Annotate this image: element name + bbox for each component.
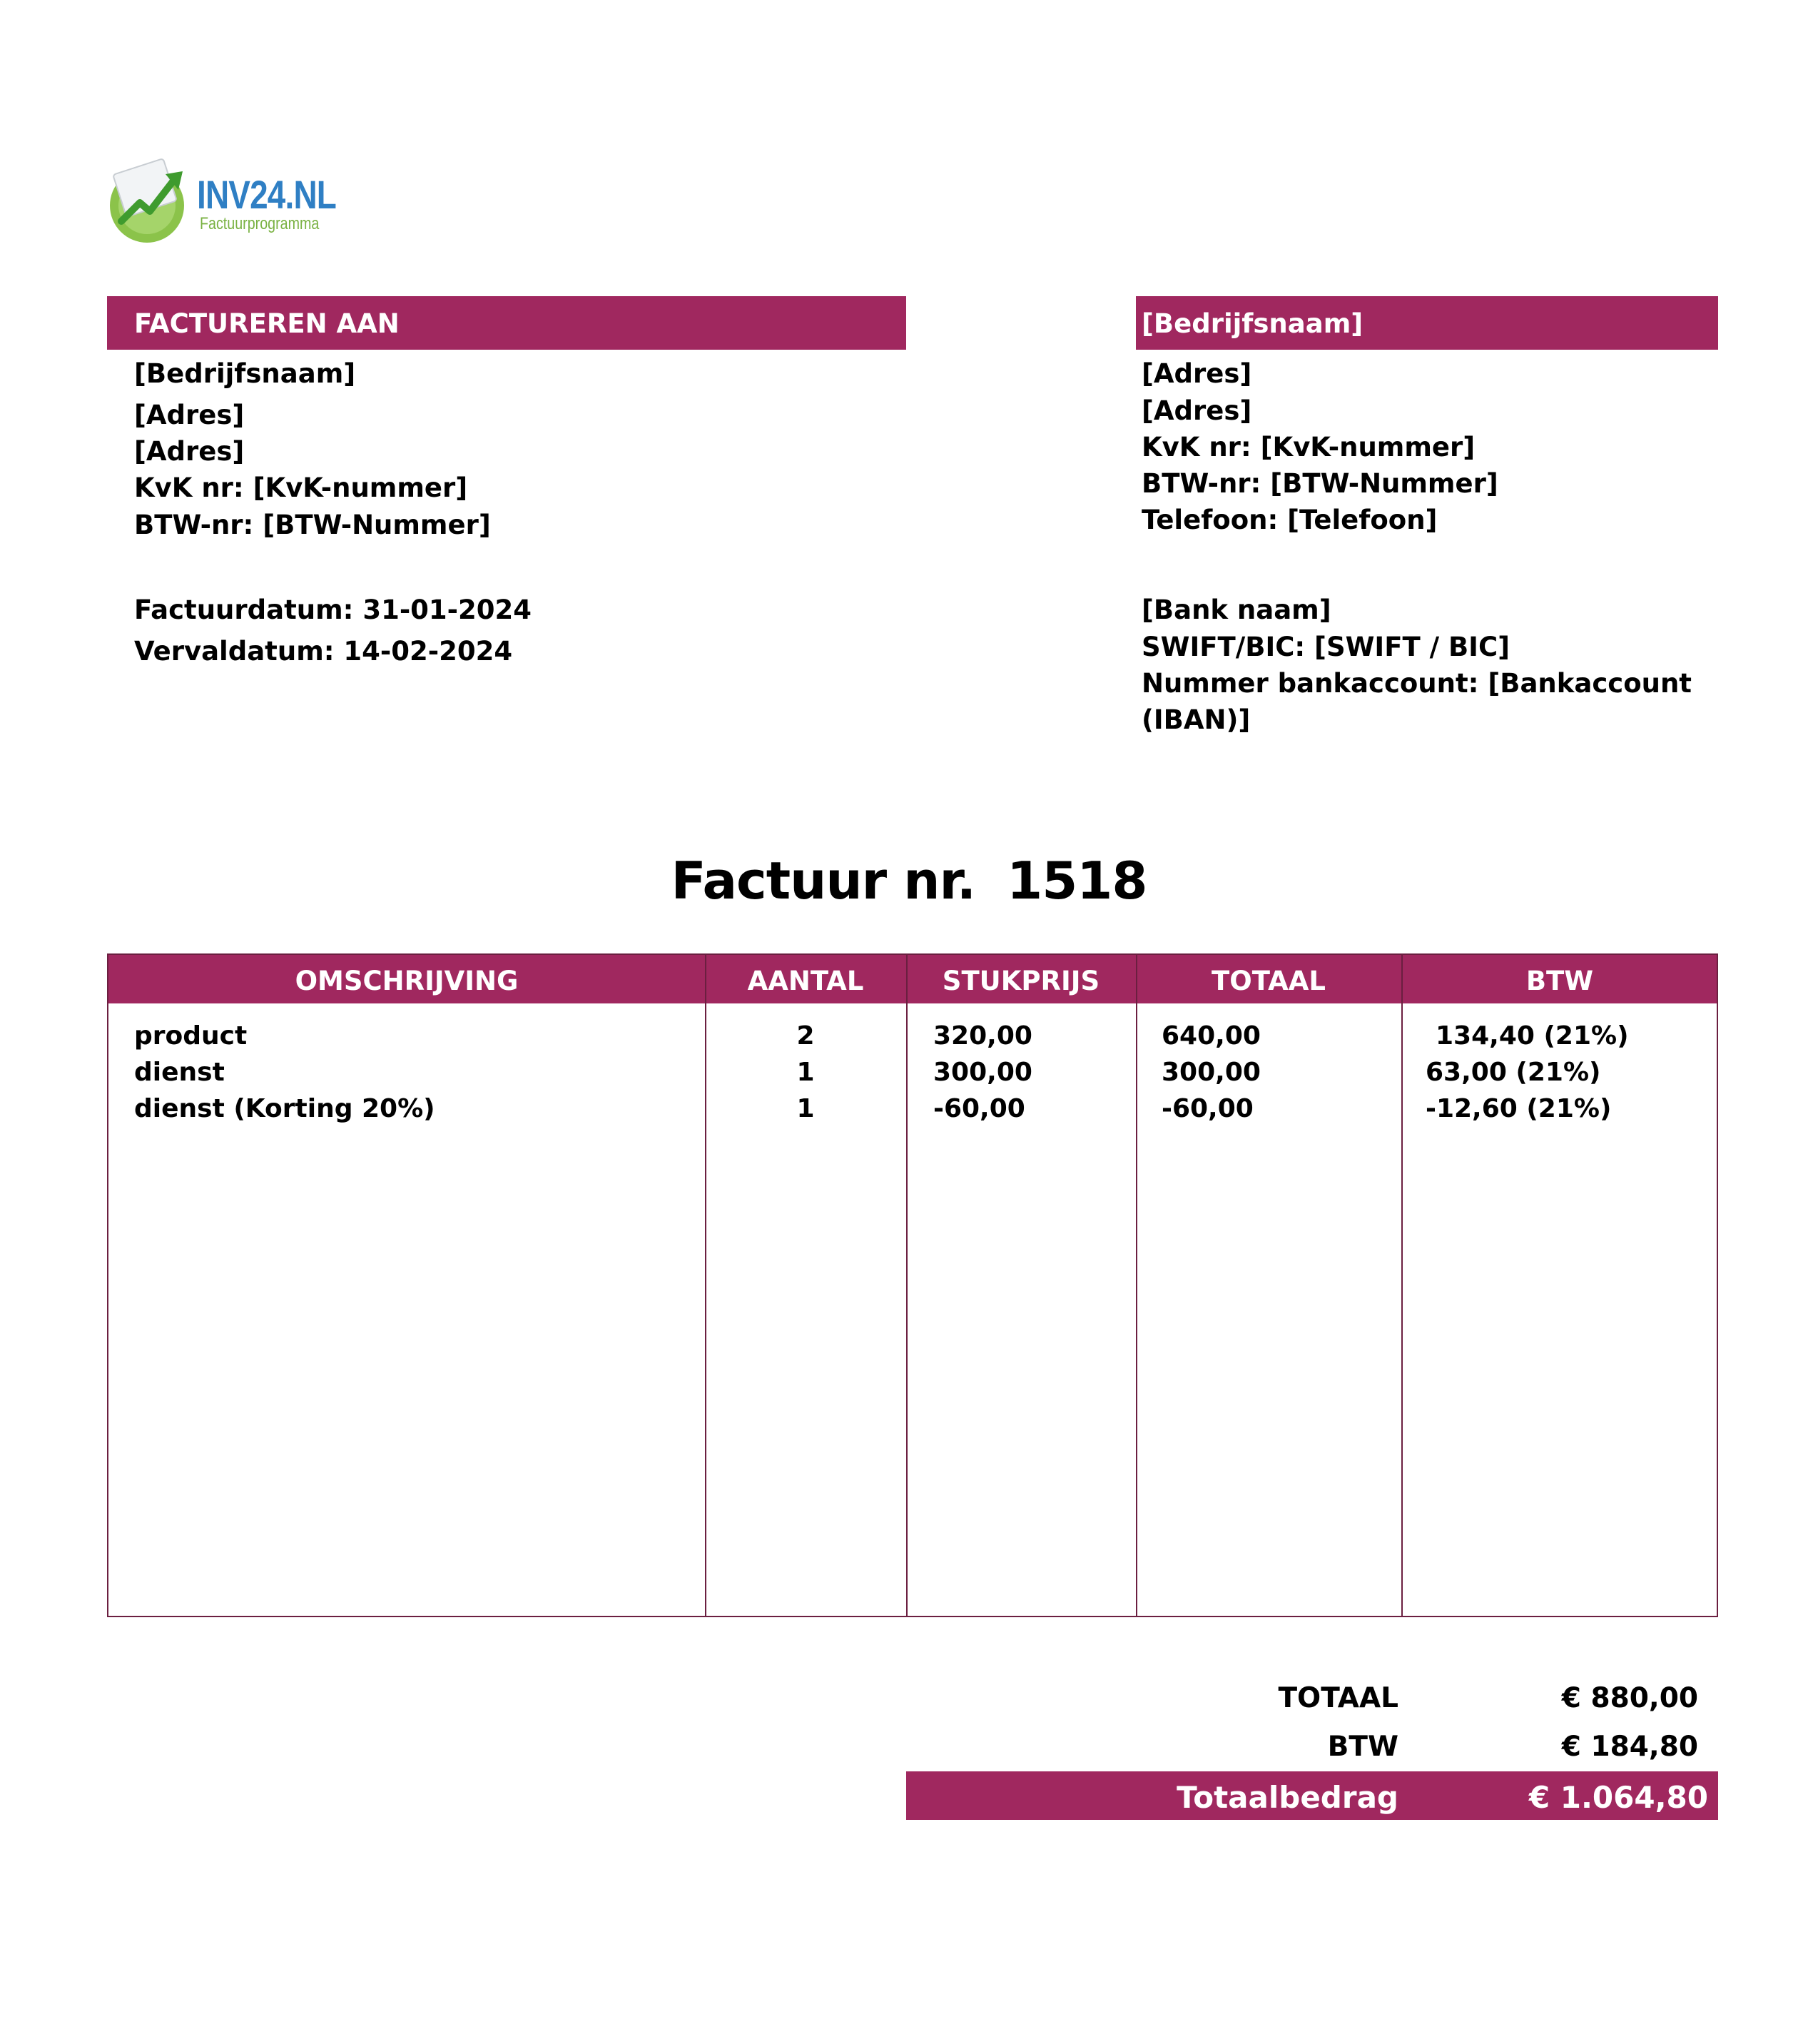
- bill-to-heading: FACTUREREN AAN: [134, 308, 400, 339]
- logo-icon: [106, 158, 191, 244]
- invoice-date: Factuurdatum: 31-01-2024: [134, 595, 532, 625]
- column-divider: [906, 955, 908, 1616]
- company-header: [1136, 296, 1718, 350]
- table-cell-unit-price: 300,00: [933, 1058, 1032, 1087]
- header-totaal: TOTAAL: [1212, 966, 1326, 996]
- table-cell-total: -60,00: [1162, 1094, 1254, 1123]
- due-date: Vervaldatum: 14-02-2024: [134, 636, 513, 667]
- table-cell-vat: 63,00 (21%): [1426, 1058, 1601, 1087]
- invoice-title-label: Factuur nr.: [671, 851, 976, 911]
- header-stukprijs: STUKPRIJS: [942, 966, 1100, 996]
- subtotal-label: TOTAAL: [1278, 1682, 1398, 1714]
- header-btw: BTW: [1525, 966, 1594, 996]
- table-cell-vat: -12,60 (21%): [1426, 1094, 1612, 1123]
- company-name: [Bedrijfsnaam]: [1142, 308, 1364, 339]
- table-cell-description: product: [134, 1021, 248, 1051]
- bill-to-line: [Adres]: [134, 436, 245, 467]
- bank-line: SWIFT/BIC: [SWIFT / BIC]: [1142, 632, 1510, 662]
- table-cell-quantity: 2: [796, 1021, 815, 1051]
- bill-to-line: BTW-nr: [BTW-Nummer]: [134, 510, 491, 540]
- column-divider: [1401, 955, 1403, 1616]
- items-table: [107, 953, 1718, 1617]
- company-line: [Adres]: [1142, 395, 1252, 426]
- invoice-title: [0, 851, 1818, 911]
- table-cell-total: 640,00: [1162, 1021, 1261, 1051]
- company-line: Telefoon: [Telefoon]: [1142, 505, 1438, 535]
- vat-label: BTW: [1327, 1731, 1398, 1763]
- grand-total-label: Totaalbedrag: [1177, 1780, 1398, 1815]
- company-logo: [106, 158, 348, 244]
- grand-total-value: € 1.064,80: [1528, 1780, 1708, 1815]
- table-cell-total: 300,00: [1162, 1058, 1261, 1087]
- bank-line: (IBAN)]: [1142, 704, 1251, 735]
- invoice-number: 1518: [1007, 851, 1147, 911]
- subtotal-value: € 880,00: [1561, 1682, 1698, 1714]
- header-omschrijving: OMSCHRIJVING: [295, 966, 519, 996]
- table-cell-description: dienst (Korting 20%): [134, 1094, 435, 1123]
- vat-value: € 184,80: [1561, 1731, 1698, 1763]
- logo-tagline: Factuurprogramma: [200, 214, 320, 233]
- table-cell-vat: 134,40 (21%): [1436, 1021, 1629, 1051]
- table-cell-quantity: 1: [796, 1058, 815, 1087]
- grand-total-bar: [906, 1771, 1718, 1820]
- table-cell-description: dienst: [134, 1058, 225, 1087]
- company-line: KvK nr: [KvK-nummer]: [1142, 432, 1476, 462]
- header-aantal: AANTAL: [747, 966, 864, 996]
- table-cell-unit-price: -60,00: [933, 1094, 1025, 1123]
- logo-brand: INV24.NL: [197, 172, 337, 217]
- bill-to-line: KvK nr: [KvK-nummer]: [134, 472, 468, 503]
- bill-to-header: [107, 296, 906, 350]
- table-cell-quantity: 1: [796, 1094, 815, 1123]
- bank-line: [Bank naam]: [1142, 595, 1331, 625]
- column-divider: [705, 955, 706, 1616]
- column-divider: [1136, 955, 1137, 1616]
- company-line: BTW-nr: [BTW-Nummer]: [1142, 468, 1498, 499]
- bank-line: Nummer bankaccount: [Bankaccount: [1142, 668, 1692, 699]
- bill-to-line: [Adres]: [134, 400, 245, 430]
- table-cell-unit-price: 320,00: [933, 1021, 1032, 1051]
- company-line: [Adres]: [1142, 358, 1252, 389]
- bill-to-line: [Bedrijfsnaam]: [134, 358, 356, 389]
